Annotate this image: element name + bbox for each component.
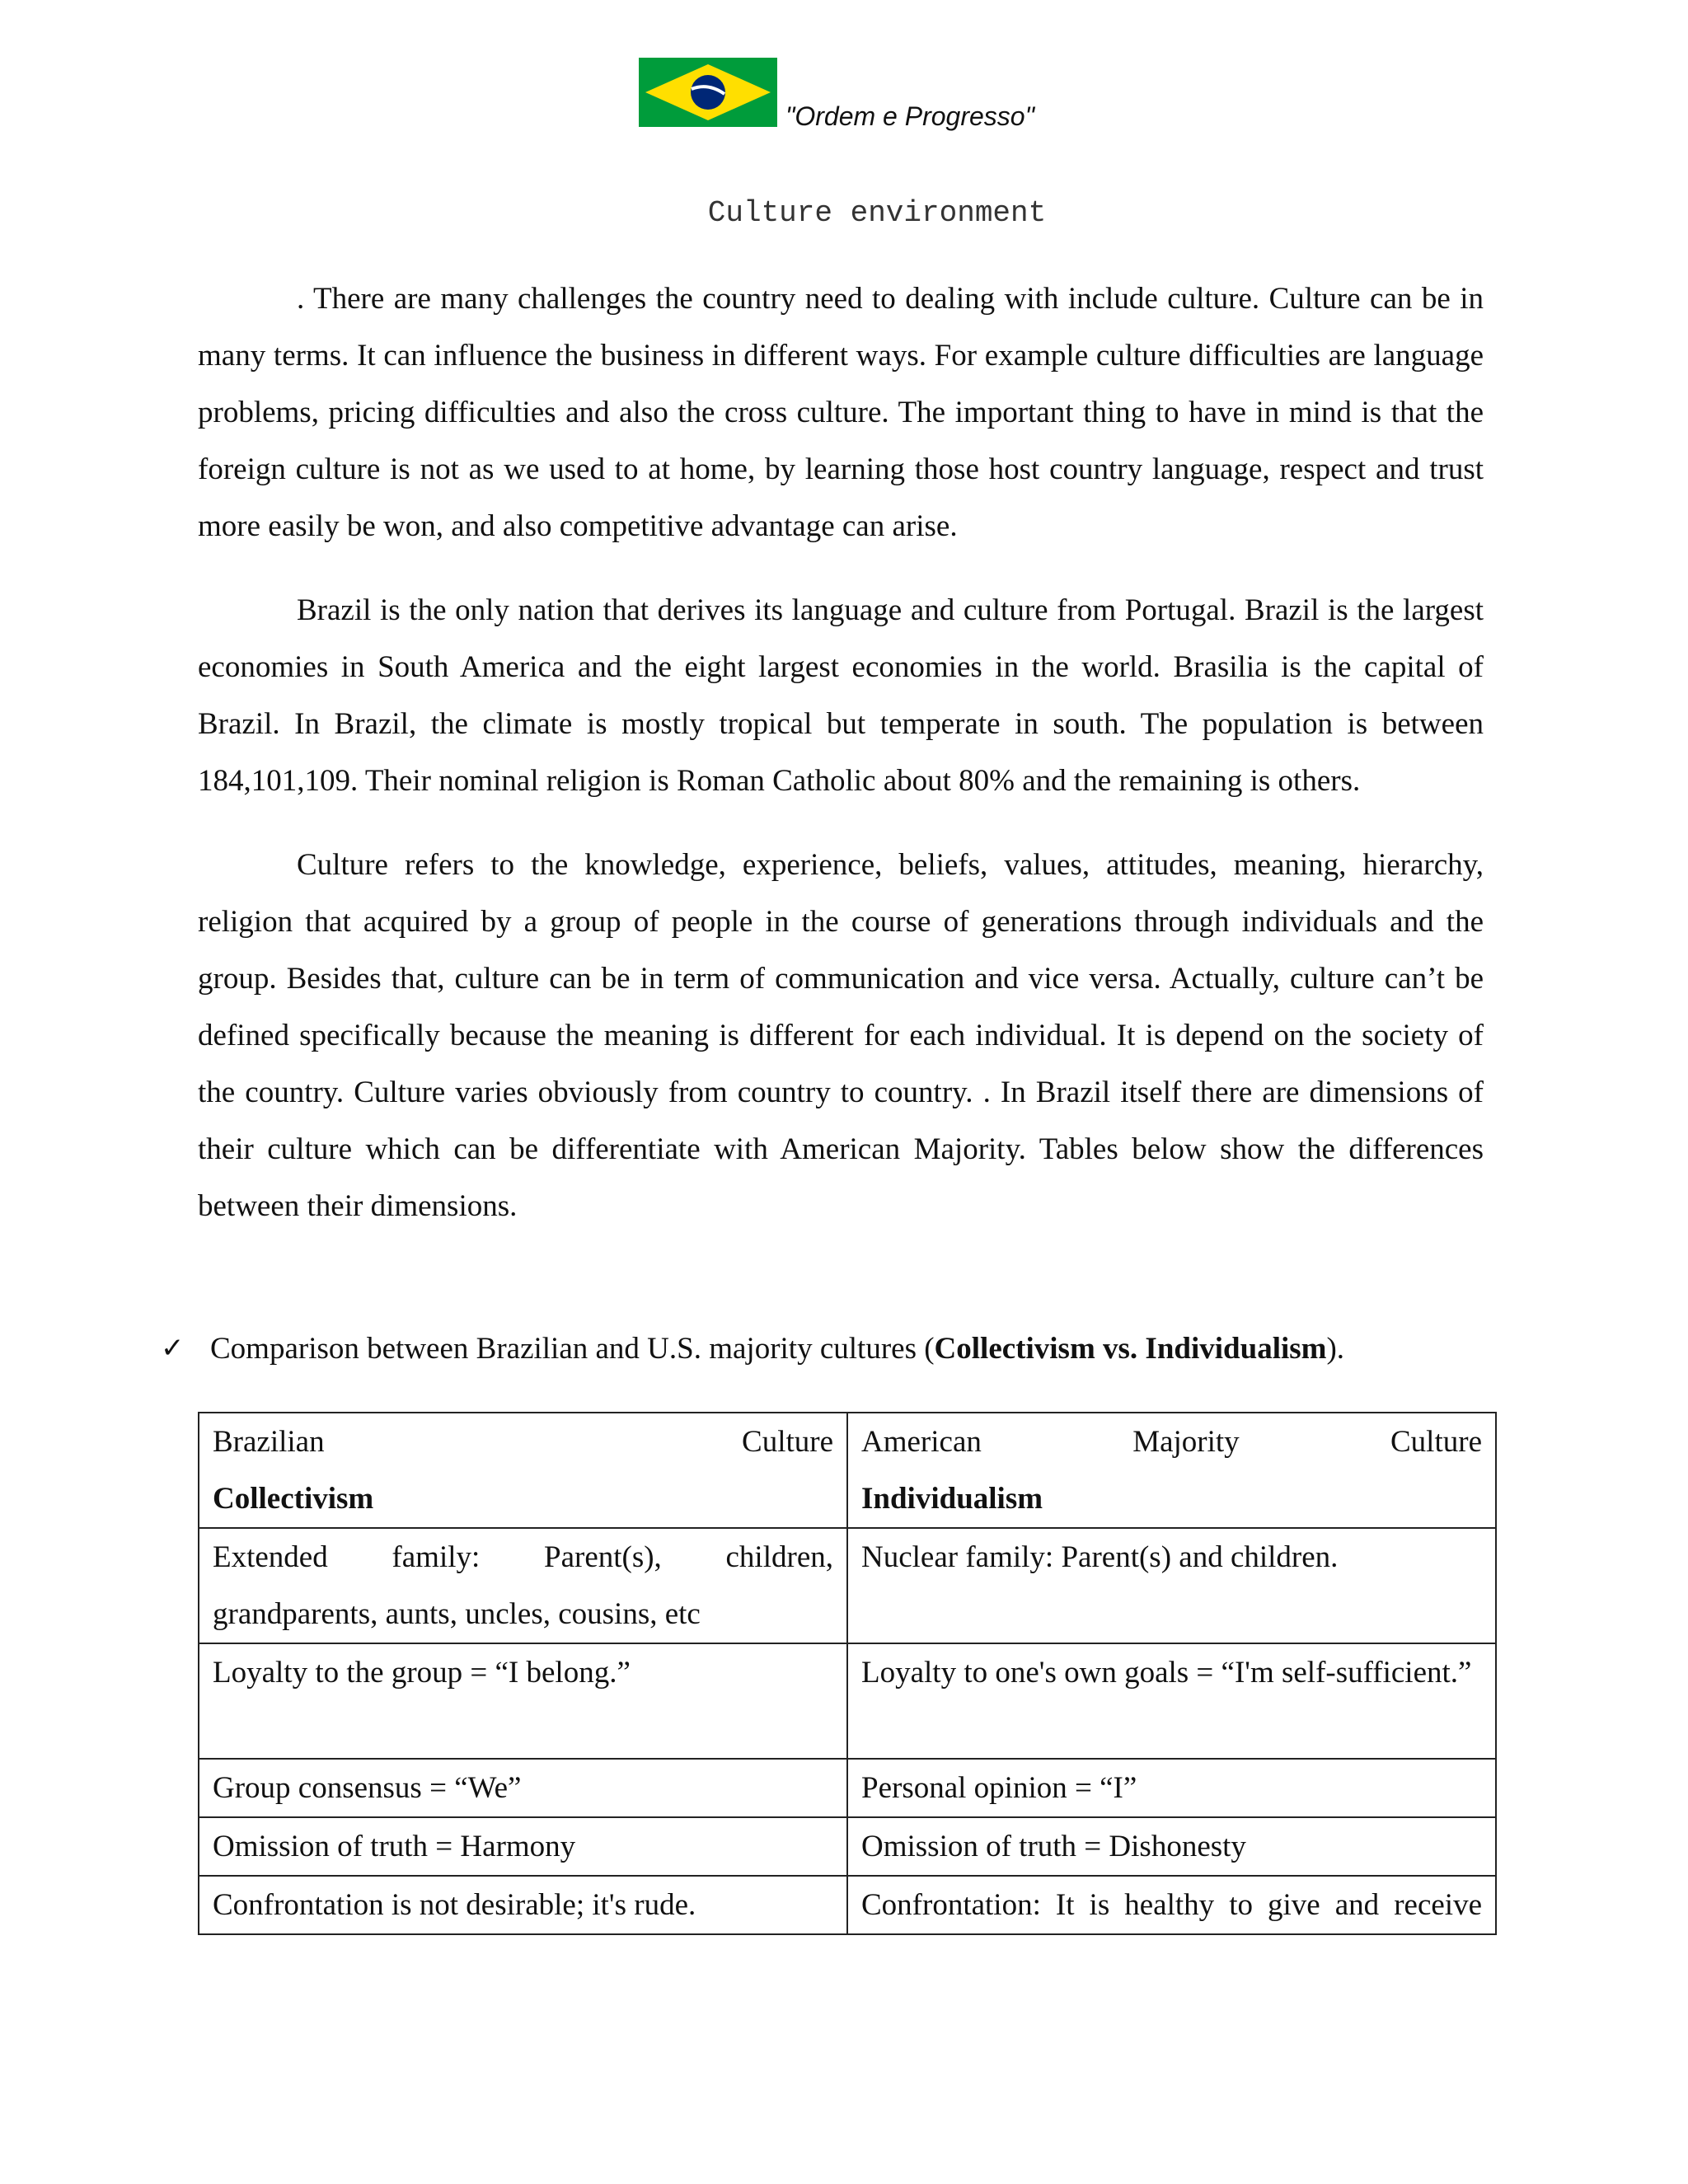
table-cell: Loyalty to the group = “I belong.”: [199, 1643, 847, 1759]
page-header: [639, 58, 1034, 131]
paragraph-3: Culture refers to the knowledge, experience, beliefs, values, attitudes, meaning, hierarchy, religion that acquired by a group of people in the course of generations through individuals and the group. Besides that, culture can be in term of communication and vice versa. Actually, culture can’t be defined specifically because the meaning is different for each individual. It is depend on the society of the country. Culture varies obviously from country to country. . In Brazil itself there are dimensions of their culture which can be differentiate with American Majority. Tables below show the differences between their dimensions.: [198, 848, 1484, 1223]
table-row: [199, 1643, 1496, 1759]
page-title: Culture environment: [707, 196, 1047, 230]
table-cell: Group consensus = “We”: [199, 1759, 847, 1817]
table-header-row: [199, 1413, 1496, 1528]
table-header-cell: Brazilian Culture Collectivism: [199, 1413, 847, 1528]
body-text: [198, 270, 1484, 1262]
paragraph-2: Brazil is the only nation that derives its language and culture from Portugal. Brazil is the largest economies in South America and the eight largest economies in the world. Brasilia is the capital of Brazil. In Brazil, the climate is mostly tropical but temperate in south. The population is between 184,101,109. Their nominal religion is Roman Catholic about 80% and the remaining is others.: [198, 593, 1484, 798]
brazil-flag-icon: [639, 58, 777, 127]
motto: "Ordem e Progresso": [785, 101, 1034, 131]
table-cell: Nuclear family: Parent(s) and children.: [847, 1528, 1496, 1643]
table-cell: Loyalty to one's own goals = “I'm self-sufficient.”: [847, 1643, 1496, 1759]
table-cell: Confrontation: It is healthy to give and receive: [847, 1876, 1496, 1934]
checkmark-icon: ✓: [161, 1332, 185, 1365]
table-row: [199, 1759, 1496, 1817]
table-cell: Confrontation is not desirable; it's rude.: [199, 1876, 847, 1934]
table-row: [199, 1528, 1496, 1643]
table-cell: Extended family: Parent(s), children, grandparents, aunts, uncles, cousins, etc: [199, 1528, 847, 1643]
comparison-bullet: [161, 1320, 1512, 1377]
comparison-table: [198, 1412, 1497, 1935]
table-row: [199, 1876, 1496, 1934]
table-cell: Personal opinion = “I”: [847, 1759, 1496, 1817]
table-cell: Omission of truth = Dishonesty: [847, 1817, 1496, 1876]
paragraph-1: . There are many challenges the country need to dealing with include culture. Culture can be in many terms. It can influence the business in different ways. For example culture difficulties are language problems, pricing difficulties and also the cross culture. The important thing to have in mind is that the foreign culture is not as we used to at home, by learning those host country language, respect and trust more easily be won, and also competitive advantage can arise.: [198, 282, 1484, 543]
table-header-cell: American Majority Culture Individualism: [847, 1413, 1496, 1528]
table-row: [199, 1817, 1496, 1876]
table-cell: Omission of truth = Harmony: [199, 1817, 847, 1876]
bullet-text: Comparison between Brazilian and U.S. majority cultures (Collectivism vs. Individualism).: [210, 1332, 1345, 1366]
